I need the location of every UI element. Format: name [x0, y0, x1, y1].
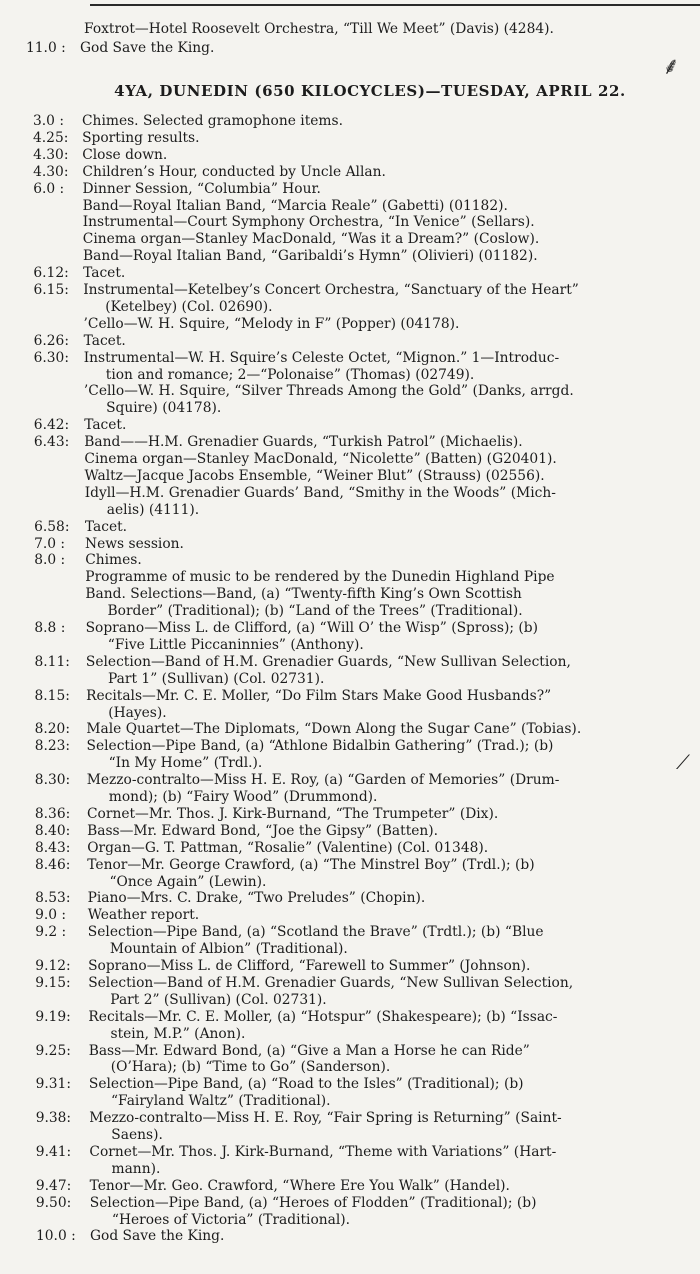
programme-line	[0, 874, 700, 891]
programme-line	[0, 924, 700, 941]
programme-line	[0, 130, 700, 147]
programme-line	[0, 1228, 700, 1245]
entry-time: 9.12:	[35, 958, 71, 974]
entry-text: Selection—Pipe Band, (a) “Scotland the Brave” (Trdtl.); (b) “Blue	[87, 924, 544, 941]
entry-text: Bass—Mr. Edward Bond, “Joe the Gipsy” (Batten).	[87, 822, 439, 839]
entry-time: 8.0 :	[34, 552, 66, 569]
entry-time: 11.0 :	[26, 40, 66, 56]
entry-text: Tenor—Mr. Geo. Crawford, “Where Ere You Walk” (Handel).	[89, 1177, 510, 1194]
programme-line	[0, 198, 700, 215]
programme-line	[0, 688, 700, 705]
entry-text: Instrumental—W. H. Squire’s Celeste Octet, “Mignon.” 1—Introduc-	[83, 349, 560, 366]
entry-time: 9.0 :	[35, 907, 67, 924]
entry-text: Selection—Band of H.M. Grenadier Guards, “New Sullivan Selection,	[85, 653, 571, 670]
programme-line	[0, 367, 700, 384]
entry-time: 4.30:	[33, 146, 69, 163]
entry-time: 9.50:	[35, 1194, 72, 1211]
entry-time: 8.40:	[34, 822, 71, 839]
entry-text: Part 1” (Sullivan) (Col. 02731).	[108, 670, 325, 687]
entry-text: tion and romance; 2—“Polonaise” (Thomas) (02749).	[105, 366, 475, 383]
entry-text: Close down.	[82, 146, 168, 163]
entry-time: 9.25:	[35, 1042, 71, 1059]
entry-text: Chimes.	[85, 552, 142, 569]
entry-text: Border” (Traditional); (b) “Land of the Trees” (Traditional).	[107, 603, 523, 620]
entry-text: Mountain of Albion” (Traditional).	[109, 941, 348, 958]
programme-line	[0, 806, 700, 823]
pen-mark-icon: ⸙	[662, 52, 680, 80]
entry-time: 3.0 :	[33, 113, 64, 129]
programme-line	[0, 755, 700, 772]
entry-text: “Five Little Piccaninnies” (Anthony).	[107, 636, 364, 653]
header-line	[0, 21, 700, 38]
entry-text: Chimes. Selected gramophone items.	[82, 113, 343, 129]
programme-line	[0, 434, 700, 451]
entry-text: Tacet.	[83, 332, 126, 349]
entry-text: Selection—Pipe Band, (a) “Heroes of Flodden” (Traditional); (b)	[89, 1194, 537, 1211]
entry-text: (O’Hara); (b) “Time to Go” (Sanderson).	[110, 1059, 391, 1076]
programme-line	[0, 552, 700, 569]
entry-time: 6.26:	[33, 332, 69, 349]
entry-text: aelis) (4111).	[106, 501, 200, 518]
programme-line	[0, 857, 700, 874]
programme-line	[0, 637, 700, 654]
entry-time: 8.15:	[34, 687, 70, 704]
entry-text: “Once Again” (Lewin).	[109, 873, 267, 890]
entry-text: Recitals—Mr. C. E. Moller, (a) “Hotspur” (Shakespeare); (b) “Issac-	[88, 1008, 558, 1025]
entry-text: Idyll—H.M. Grenadier Guards’ Band, “Smithy in the Woods” (Mich-	[84, 484, 556, 501]
entry-time: 8.8 :	[34, 620, 66, 636]
entry-text: mann).	[111, 1160, 161, 1177]
entry-text: Piano—Mrs. C. Drake, “Two Preludes” (Chopin).	[87, 890, 426, 907]
programme-line	[0, 536, 700, 553]
programme-line	[0, 350, 700, 367]
entry-text: Children’s Hour, conducted by Uncle Allan.	[82, 163, 386, 180]
entry-text: Organ—G. T. Pattman, “Rosalie” (Valentine) (Col. 01348).	[87, 839, 489, 856]
entry-text: Selection—Pipe Band, (a) “Athlone Bidalbin Gathering” (Trad.); (b)	[86, 738, 554, 755]
programme-line	[0, 1178, 700, 1195]
entry-text: Cornet—Mr. Thos. J. Kirk-Burnand, “Theme with Variations” (Hart-	[89, 1143, 557, 1160]
programme-line	[0, 502, 700, 519]
entry-text: Part 2” (Sullivan) (Col. 02731).	[110, 991, 327, 1008]
programme-line	[0, 400, 700, 417]
entry-time: 8.43:	[35, 839, 71, 856]
entry-time: 4.30:	[33, 163, 69, 180]
entry-time: 9.19:	[35, 1008, 71, 1025]
programme-line	[0, 738, 700, 755]
entry-time: 6.15:	[33, 282, 69, 298]
entry-text: News session.	[85, 535, 184, 552]
programme-line	[0, 654, 700, 671]
entry-text: mond); (b) “Fairy Wood” (Drummond).	[108, 789, 378, 805]
programme-line	[0, 789, 700, 806]
entry-text: Recitals—Mr. C. E. Moller, “Do Film Stars Make Good Husbands?”	[86, 687, 552, 704]
entry-time: 6.42:	[33, 417, 70, 434]
entry-text: Male Quartet—The Diplomats, “Down Along the Sugar Cane” (Tobias).	[86, 721, 582, 738]
programme-line	[0, 840, 700, 857]
entry-text: Soprano—Miss L. de Clifford, “Farewell to Summer” (Johnson).	[88, 958, 531, 974]
pen-tick-icon: ⟋	[676, 750, 690, 774]
entry-text: Cinema organ—Stanley MacDonald, “Was it a Dream?” (Coslow).	[82, 231, 540, 248]
entry-time: 9.2 :	[35, 924, 67, 941]
programme-line	[0, 282, 700, 299]
entry-time: 9.47:	[35, 1177, 72, 1194]
entry-text: “Fairyland Waltz” (Traditional).	[111, 1093, 331, 1110]
entry-time: 9.15:	[35, 974, 71, 991]
programme-line	[0, 468, 700, 485]
programme-line	[0, 620, 700, 637]
programme-line	[0, 1161, 700, 1178]
entry-text: Saens).	[111, 1127, 163, 1143]
entry-text: Tenor—Mr. George Crawford, (a) “The Minstrel Boy” (Trdl.); (b)	[87, 856, 535, 873]
entry-time: 8.23:	[34, 738, 71, 755]
programme-line	[0, 485, 700, 502]
entry-time: 6.58:	[34, 518, 70, 535]
programme-line	[0, 1076, 700, 1093]
entry-text: Programme of music to be rendered by the Dunedin Highland Pipe	[85, 569, 555, 586]
entry-time: 9.38:	[35, 1110, 72, 1127]
entry-time: 8.46:	[35, 856, 71, 873]
programme-line	[0, 772, 700, 789]
header-line	[0, 40, 700, 57]
programme-line	[0, 941, 700, 958]
programme-line	[0, 451, 700, 468]
programme-line	[0, 147, 700, 164]
station-heading: 4YA, DUNEDIN (650 KILOCYCLES)—TUESDAY, APRIL 22.	[114, 82, 626, 100]
entry-text: Band—Royal Italian Band, “Marcia Reale” (Gabetti) (01182).	[82, 197, 508, 214]
entry-text: Instrumental—Ketelbey’s Concert Orchestra, “Sanctuary of the Heart”	[83, 282, 579, 298]
programme-line	[0, 299, 700, 316]
programme-line	[0, 214, 700, 231]
entry-time: 8.53:	[35, 890, 71, 907]
entry-text: Band——H.M. Grenadier Guards, “Turkish Patrol” (Michaelis).	[84, 434, 523, 451]
entry-text: Selection—Pipe Band, (a) “Road to the Isles” (Traditional); (b)	[88, 1076, 524, 1093]
entry-text: ’Cello—W. H. Squire, “Melody in F” (Popper) (04178).	[83, 315, 460, 332]
programme-line	[0, 603, 700, 620]
programme-line	[0, 1059, 700, 1076]
entry-time: 7.0 :	[34, 535, 66, 552]
programme-line	[0, 1195, 700, 1212]
entry-text: Waltz—Jacque Jacobs Ensemble, “Weiner Blut” (Strauss) (02556).	[84, 467, 545, 484]
programme-line	[0, 569, 700, 586]
programme-line	[0, 1043, 700, 1060]
entry-time: 4.25:	[33, 129, 69, 146]
programme-line	[0, 890, 700, 907]
entry-time: 8.36:	[34, 805, 71, 822]
entry-time: 6.43:	[33, 434, 70, 451]
entry-text: Dinner Session, “Columbia” Hour.	[82, 180, 321, 197]
programme-line	[0, 1110, 700, 1127]
programme-line	[0, 519, 700, 536]
programme-line	[0, 586, 700, 603]
entry-time: 9.31:	[35, 1076, 71, 1093]
programme-line	[0, 316, 700, 333]
programme-line	[0, 1127, 700, 1144]
programme-line	[0, 248, 700, 265]
programme-line	[0, 1009, 700, 1026]
programme-line	[0, 333, 700, 350]
programme-line	[0, 907, 700, 924]
programme-line	[0, 231, 700, 248]
programme-line	[0, 1026, 700, 1043]
entry-text: stein, M.P.” (Anon).	[110, 1025, 246, 1042]
entry-text: Tacet.	[84, 417, 127, 434]
entry-text: Tacet.	[83, 265, 126, 282]
programme-line	[0, 705, 700, 722]
programme-line	[0, 164, 700, 181]
entry-text: Cinema organ—Stanley MacDonald, “Nicolette” (Batten) (G20401).	[84, 451, 557, 467]
programme-line	[0, 181, 700, 198]
programme-line	[0, 721, 700, 738]
entry-text: (Ketelbey) (Col. 02690).	[105, 298, 273, 315]
entry-time: 6.30:	[33, 349, 69, 366]
entry-text: “Heroes of Victoria” (Traditional).	[111, 1211, 351, 1228]
programme-line	[0, 992, 700, 1009]
entry-text: Foxtrot—Hotel Roosevelt Orchestra, “Till We Meet” (Davis) (4284).	[84, 21, 554, 37]
programme-line	[0, 1212, 700, 1229]
entry-text: God Save the King.	[90, 1228, 225, 1245]
entry-text: Instrumental—Court Symphony Orchestra, “In Venice” (Sellars).	[82, 214, 535, 231]
entry-text: Weather report.	[87, 907, 200, 924]
programme-line	[0, 975, 700, 992]
programme-line	[0, 417, 700, 434]
entry-time: 10.0 :	[36, 1228, 76, 1245]
programme-line	[0, 265, 700, 282]
entry-text: ’Cello—W. H. Squire, “Silver Threads Among the Gold” (Danks, arrgd.	[83, 383, 574, 400]
entry-text: Band—Royal Italian Band, “Garibaldi’s Hymn” (Olivieri) (01182).	[83, 248, 538, 265]
top-rule	[90, 4, 700, 6]
programme-line	[0, 958, 700, 975]
entry-text: Sporting results.	[82, 129, 200, 146]
programme-line	[0, 671, 700, 688]
entry-time: 8.20:	[34, 721, 70, 738]
entry-text: Selection—Band of H.M. Grenadier Guards, “New Sullivan Selection,	[88, 974, 574, 991]
entry-time: 6.0 :	[33, 180, 65, 197]
programme-line	[0, 113, 700, 130]
programme-line	[0, 383, 700, 400]
entry-text: Cornet—Mr. Thos. J. Kirk-Burnand, “The Trumpeter” (Dix).	[87, 805, 499, 822]
entry-text: Mezzo-contralto—Miss H. E. Roy, (a) “Garden of Memories” (Drum-	[86, 772, 560, 789]
programme-line	[0, 823, 700, 840]
entry-text: Band. Selections—Band, (a) “Twenty-fifth King’s Own Scottish	[85, 586, 522, 603]
entry-text: Tacet.	[84, 518, 128, 535]
entry-time: 8.11:	[34, 653, 70, 670]
entry-time: 9.41:	[35, 1143, 72, 1160]
entry-time: 6.12:	[33, 265, 69, 282]
entry-text: Soprano—Miss L. de Clifford, (a) “Will O’ the Wisp” (Spross); (b)	[85, 620, 538, 636]
programme-line	[0, 1144, 700, 1161]
entry-time: 8.30:	[34, 772, 71, 789]
entry-text: Mezzo-contralto—Miss H. E. Roy, “Fair Spring is Returning” (Saint-	[89, 1110, 562, 1127]
entry-text: God Save the King.	[80, 40, 215, 56]
entry-text: Squire) (04178).	[106, 400, 222, 417]
programme-line	[0, 1093, 700, 1110]
entry-text: Bass—Mr. Edward Bond, (a) “Give a Man a Horse he can Ride”	[88, 1042, 530, 1059]
entry-text: (Hayes).	[108, 704, 167, 721]
entry-text: “In My Home” (Trdl.).	[108, 755, 263, 772]
